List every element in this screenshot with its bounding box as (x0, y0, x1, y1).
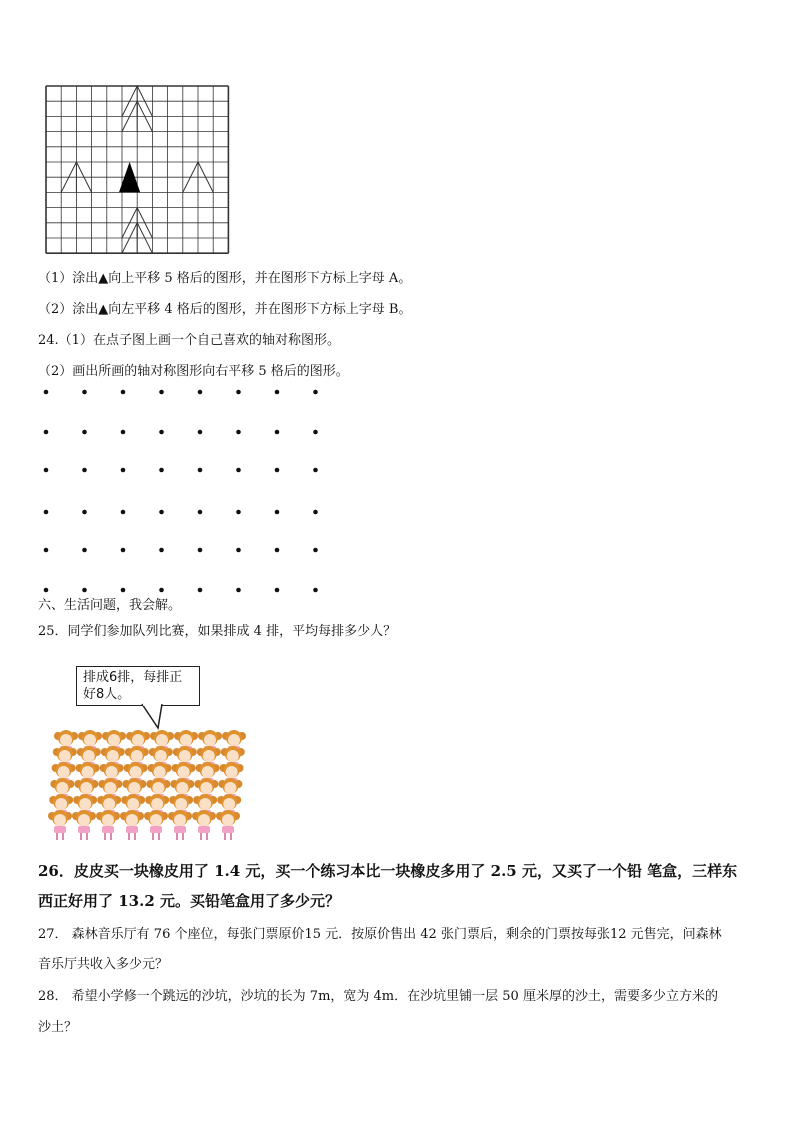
grid-dot (159, 390, 164, 395)
grid-dot (121, 588, 126, 593)
grid-dot (121, 468, 126, 473)
grid-dot (198, 548, 203, 553)
grid-dot (275, 468, 280, 473)
child-figure (192, 810, 216, 840)
grid-dot (313, 468, 318, 473)
grid-dot (275, 548, 280, 553)
grid-dot (236, 588, 241, 593)
grid-dot (236, 430, 241, 435)
grid-dot (82, 468, 87, 473)
grid-dot (313, 390, 318, 395)
grid-dot (198, 390, 203, 395)
grid-dot (275, 510, 280, 515)
q23-grid-figure (46, 86, 238, 256)
grid-dot (159, 588, 164, 593)
grid-dot (82, 390, 87, 395)
q25-bubble-text: 排成6排，每排正好8人。 (83, 670, 183, 702)
grid-dot (159, 548, 164, 553)
grid-dot (82, 548, 87, 553)
child-figure (72, 810, 96, 840)
q28-line1: 28． 希望小学修一个跳远的沙坑，沙坑的长为 7m，宽为 4m．在沙坑里铺一层 50 厘米厚的沙土，需要多少立方米的 (38, 989, 718, 1004)
grid-dot (82, 588, 87, 593)
child-figure (48, 810, 72, 840)
grid-dot (313, 430, 318, 435)
child-figure (120, 810, 144, 840)
grid-dot (236, 390, 241, 395)
grid-dot (275, 430, 280, 435)
child-figure (96, 810, 120, 840)
grid-dot (44, 468, 49, 473)
q26-line1: 26．皮皮买一块橡皮用了 1.4 元，买一个练习本比一块橡皮多用了 2.5 元，又买了一个铅 笔盒，三样东 (38, 862, 738, 880)
grid-dot (44, 390, 49, 395)
grid-dot (313, 548, 318, 553)
grid-dot (121, 430, 126, 435)
grid-dot (159, 510, 164, 515)
grid-dot (198, 510, 203, 515)
q25-speech-bubble (76, 666, 200, 706)
grid-dot (313, 510, 318, 515)
grid-dot (198, 468, 203, 473)
grid-dot (121, 510, 126, 515)
grid-dot (236, 468, 241, 473)
child-figure (144, 810, 168, 840)
grid-dot (275, 390, 280, 395)
q27-line2: 音乐厅共收入多少元？ (38, 957, 169, 972)
grid-dot (44, 510, 49, 515)
q24-dot-grid (0, 380, 360, 600)
grid-dot (44, 430, 49, 435)
q25-children-illustration (46, 726, 256, 848)
q24-sub2: （2）画出所画的轴对称图形向右平移 5 格后的图形。 (38, 364, 349, 379)
grid-dot (198, 588, 203, 593)
grid-dot (159, 468, 164, 473)
grid-dot (121, 390, 126, 395)
grid-dot (121, 548, 126, 553)
grid-dot (82, 510, 87, 515)
grid-dot (236, 548, 241, 553)
section6-title: 六、生活问题，我会解。 (38, 598, 182, 613)
grid-dot (198, 430, 203, 435)
child-figure (216, 810, 240, 840)
q24-sub1: 24.（1）在点子图上画一个自己喜欢的轴对称图形。 (38, 333, 340, 348)
q23-sub2: （2）涂出▲向左平移 4 格后的图形，并在图形下方标上字母 B。 (38, 302, 412, 317)
q26-line2: 西正好用了 13.2 元。买铅笔盒用了多少元？ (38, 892, 340, 910)
grid-dot (82, 430, 87, 435)
q23-sub1: （1）涂出▲向上平移 5 格后的图形，并在图形下方标上字母 A。 (38, 271, 412, 286)
grid-dot (236, 510, 241, 515)
grid-dot (275, 588, 280, 593)
grid-dot (313, 588, 318, 593)
grid-dot (44, 548, 49, 553)
q28-line2: 沙土？ (38, 1020, 78, 1035)
q27-line1: 27． 森林音乐厅有 76 个座位，每张门票原价15 元．按原价售出 42 张门票后，剩余的门票按每张12 元售完，问森林 (38, 927, 722, 942)
child-figure (168, 810, 192, 840)
grid-dot (159, 430, 164, 435)
grid-dot (44, 588, 49, 593)
q25-text: 25．同学们参加队列比赛，如果排成 4 排，平均每排多少人？ (38, 624, 397, 639)
